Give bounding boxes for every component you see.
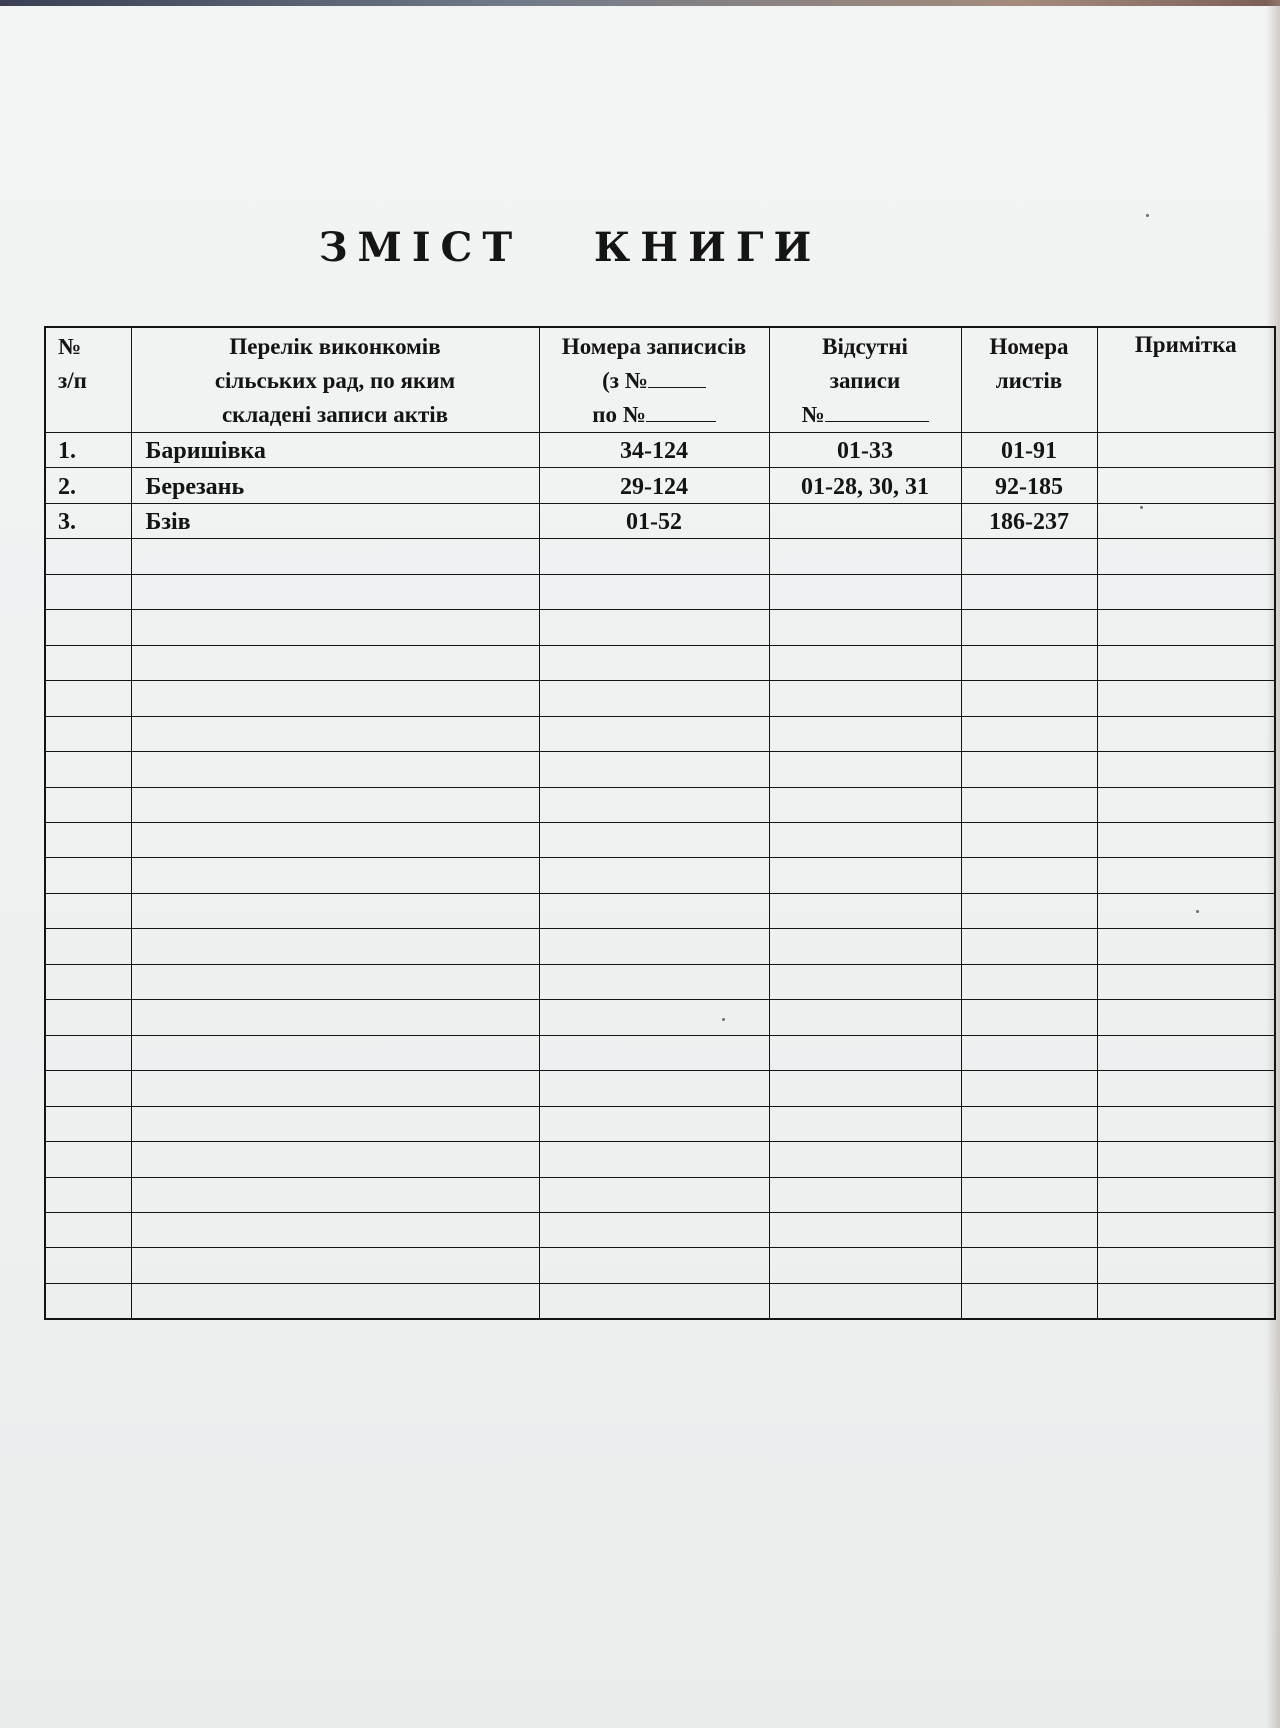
- empty-table-row: [45, 893, 1275, 928]
- empty-cell: [539, 964, 769, 999]
- header-note: Примітка: [1097, 327, 1275, 433]
- empty-cell: [769, 610, 961, 645]
- empty-cell: [539, 1212, 769, 1247]
- record-range-cell: 34-124: [539, 433, 769, 468]
- empty-table-row: [45, 1248, 1275, 1283]
- empty-cell: [131, 610, 539, 645]
- empty-cell: [539, 1000, 769, 1035]
- empty-cell: [131, 1177, 539, 1212]
- empty-cell: [769, 1000, 961, 1035]
- empty-cell: [539, 1071, 769, 1106]
- empty-table-row: [45, 610, 1275, 645]
- empty-cell: [539, 1142, 769, 1177]
- empty-cell: [1097, 1035, 1275, 1070]
- fill-in-line: [648, 365, 706, 388]
- header-record-numbers: Номера записисів (з № по №: [539, 327, 769, 433]
- empty-cell: [961, 752, 1097, 787]
- empty-cell: [131, 1035, 539, 1070]
- photo-top-edge: [0, 0, 1280, 6]
- empty-cell: [769, 574, 961, 609]
- empty-cell: [539, 822, 769, 857]
- empty-cell: [961, 1142, 1097, 1177]
- header-row: [45, 327, 1275, 433]
- empty-cell: [961, 1035, 1097, 1070]
- empty-cell: [131, 822, 539, 857]
- empty-table-row: [45, 716, 1275, 751]
- empty-cell: [769, 1142, 961, 1177]
- empty-cell: [539, 929, 769, 964]
- empty-table-row: [45, 1106, 1275, 1141]
- fill-in-line: [825, 399, 929, 422]
- row-number-cell: 1.: [45, 433, 131, 468]
- empty-cell: [961, 716, 1097, 751]
- empty-cell: [961, 1071, 1097, 1106]
- note-cell: [1097, 468, 1275, 503]
- sheet-range-cell: 92-185: [961, 468, 1097, 503]
- empty-cell: [1097, 716, 1275, 751]
- empty-cell: [45, 964, 131, 999]
- empty-cell: [1097, 681, 1275, 716]
- empty-cell: [769, 1106, 961, 1141]
- missing-records-cell: 01-28, 30, 31: [769, 468, 961, 503]
- missing-records-cell: [769, 503, 961, 538]
- empty-cell: [131, 964, 539, 999]
- empty-cell: [539, 716, 769, 751]
- paper-speck: [722, 1018, 725, 1021]
- paper-speck: [1140, 506, 1143, 509]
- empty-cell: [539, 645, 769, 680]
- empty-cell: [131, 1142, 539, 1177]
- empty-cell: [539, 858, 769, 893]
- empty-cell: [961, 539, 1097, 574]
- empty-cell: [45, 752, 131, 787]
- paper-speck: [1146, 214, 1149, 217]
- empty-cell: [961, 1283, 1097, 1319]
- empty-cell: [1097, 752, 1275, 787]
- empty-table-row: [45, 574, 1275, 609]
- empty-table-row: [45, 1283, 1275, 1319]
- empty-cell: [1097, 1106, 1275, 1141]
- empty-table-row: [45, 929, 1275, 964]
- header-sheet-numbers: Номера листів: [961, 327, 1097, 433]
- empty-cell: [961, 893, 1097, 928]
- empty-cell: [45, 858, 131, 893]
- empty-cell: [769, 858, 961, 893]
- missing-records-cell: 01-33: [769, 433, 961, 468]
- empty-cell: [769, 822, 961, 857]
- empty-cell: [539, 1248, 769, 1283]
- empty-cell: [769, 893, 961, 928]
- record-range-cell: 29-124: [539, 468, 769, 503]
- empty-cell: [45, 1177, 131, 1212]
- empty-cell: [45, 1000, 131, 1035]
- empty-cell: [45, 1248, 131, 1283]
- empty-table-row: [45, 964, 1275, 999]
- empty-cell: [769, 787, 961, 822]
- empty-cell: [45, 1142, 131, 1177]
- empty-cell: [1097, 1212, 1275, 1247]
- empty-cell: [45, 929, 131, 964]
- empty-cell: [131, 1283, 539, 1319]
- empty-cell: [1097, 1283, 1275, 1319]
- empty-cell: [45, 645, 131, 680]
- empty-cell: [131, 574, 539, 609]
- empty-cell: [45, 539, 131, 574]
- sheet-range-cell: 01-91: [961, 433, 1097, 468]
- empty-cell: [45, 1212, 131, 1247]
- empty-cell: [131, 929, 539, 964]
- record-range-cell: 01-52: [539, 503, 769, 538]
- sheet-range-cell: 186-237: [961, 503, 1097, 538]
- header-council-list: Перелік виконкомів сільських рад, по яким складені записи актів: [131, 327, 539, 433]
- empty-cell: [769, 1283, 961, 1319]
- empty-cell: [769, 681, 961, 716]
- empty-cell: [45, 1106, 131, 1141]
- empty-cell: [45, 1283, 131, 1319]
- empty-cell: [131, 787, 539, 822]
- table-body: [45, 433, 1275, 1320]
- empty-cell: [1097, 1000, 1275, 1035]
- empty-cell: [539, 681, 769, 716]
- empty-cell: [769, 1035, 961, 1070]
- empty-cell: [1097, 929, 1275, 964]
- empty-cell: [539, 787, 769, 822]
- empty-cell: [769, 1212, 961, 1247]
- empty-table-row: [45, 681, 1275, 716]
- empty-cell: [45, 574, 131, 609]
- table-row: [45, 433, 1275, 468]
- empty-cell: [961, 610, 1097, 645]
- empty-table-row: [45, 539, 1275, 574]
- fill-in-line: [646, 399, 716, 422]
- note-cell: [1097, 503, 1275, 538]
- empty-cell: [961, 1106, 1097, 1141]
- empty-cell: [539, 1035, 769, 1070]
- empty-cell: [45, 610, 131, 645]
- empty-cell: [961, 645, 1097, 680]
- empty-cell: [961, 787, 1097, 822]
- empty-table-row: [45, 787, 1275, 822]
- document-title: ЗМІСТ КНИГИ: [318, 224, 822, 271]
- empty-cell: [961, 1000, 1097, 1035]
- empty-table-row: [45, 858, 1275, 893]
- empty-table-row: [45, 1142, 1275, 1177]
- empty-cell: [131, 893, 539, 928]
- empty-cell: [1097, 822, 1275, 857]
- empty-cell: [45, 716, 131, 751]
- empty-cell: [961, 858, 1097, 893]
- contents-table: [44, 326, 1276, 1320]
- table-row: [45, 468, 1275, 503]
- empty-cell: [769, 929, 961, 964]
- empty-table-row: [45, 1035, 1275, 1070]
- empty-cell: [131, 716, 539, 751]
- empty-cell: [45, 1035, 131, 1070]
- empty-cell: [539, 539, 769, 574]
- header-number: № з/п: [45, 327, 131, 433]
- empty-cell: [539, 1177, 769, 1212]
- empty-cell: [961, 929, 1097, 964]
- empty-cell: [131, 645, 539, 680]
- empty-cell: [131, 539, 539, 574]
- empty-cell: [1097, 1177, 1275, 1212]
- empty-table-row: [45, 822, 1275, 857]
- table-row: [45, 503, 1275, 538]
- empty-cell: [769, 1177, 961, 1212]
- empty-cell: [961, 574, 1097, 609]
- empty-cell: [961, 1212, 1097, 1247]
- header-missing-records: Відсутні записи №: [769, 327, 961, 433]
- row-number-cell: 3.: [45, 503, 131, 538]
- empty-cell: [1097, 787, 1275, 822]
- empty-table-row: [45, 1177, 1275, 1212]
- empty-cell: [769, 1071, 961, 1106]
- council-name-cell: Березань: [131, 468, 539, 503]
- empty-cell: [539, 1106, 769, 1141]
- empty-cell: [1097, 1142, 1275, 1177]
- empty-cell: [769, 752, 961, 787]
- empty-cell: [131, 681, 539, 716]
- empty-cell: [1097, 893, 1275, 928]
- empty-table-row: [45, 752, 1275, 787]
- empty-cell: [1097, 539, 1275, 574]
- empty-cell: [539, 574, 769, 609]
- note-cell: [1097, 433, 1275, 468]
- empty-cell: [539, 893, 769, 928]
- empty-cell: [539, 1283, 769, 1319]
- empty-cell: [769, 716, 961, 751]
- empty-table-row: [45, 645, 1275, 680]
- empty-cell: [769, 539, 961, 574]
- empty-cell: [1097, 1071, 1275, 1106]
- empty-cell: [1097, 645, 1275, 680]
- empty-cell: [45, 787, 131, 822]
- council-name-cell: Бзів: [131, 503, 539, 538]
- empty-cell: [131, 858, 539, 893]
- empty-cell: [45, 681, 131, 716]
- empty-cell: [961, 1248, 1097, 1283]
- empty-cell: [45, 822, 131, 857]
- empty-cell: [131, 1000, 539, 1035]
- empty-cell: [961, 964, 1097, 999]
- empty-cell: [769, 964, 961, 999]
- empty-cell: [1097, 610, 1275, 645]
- empty-cell: [961, 1177, 1097, 1212]
- empty-cell: [769, 645, 961, 680]
- council-name-cell: Баришівка: [131, 433, 539, 468]
- empty-cell: [131, 752, 539, 787]
- empty-cell: [45, 1071, 131, 1106]
- empty-cell: [961, 822, 1097, 857]
- empty-cell: [961, 681, 1097, 716]
- empty-cell: [45, 893, 131, 928]
- empty-table-row: [45, 1071, 1275, 1106]
- empty-cell: [539, 610, 769, 645]
- empty-cell: [769, 1248, 961, 1283]
- empty-cell: [131, 1248, 539, 1283]
- empty-cell: [1097, 858, 1275, 893]
- empty-table-row: [45, 1000, 1275, 1035]
- empty-table-row: [45, 1212, 1275, 1247]
- empty-cell: [131, 1071, 539, 1106]
- empty-cell: [1097, 574, 1275, 609]
- row-number-cell: 2.: [45, 468, 131, 503]
- paper-speck: [1196, 910, 1199, 913]
- empty-cell: [1097, 964, 1275, 999]
- empty-cell: [131, 1106, 539, 1141]
- empty-cell: [1097, 1248, 1275, 1283]
- empty-cell: [539, 752, 769, 787]
- empty-cell: [131, 1212, 539, 1247]
